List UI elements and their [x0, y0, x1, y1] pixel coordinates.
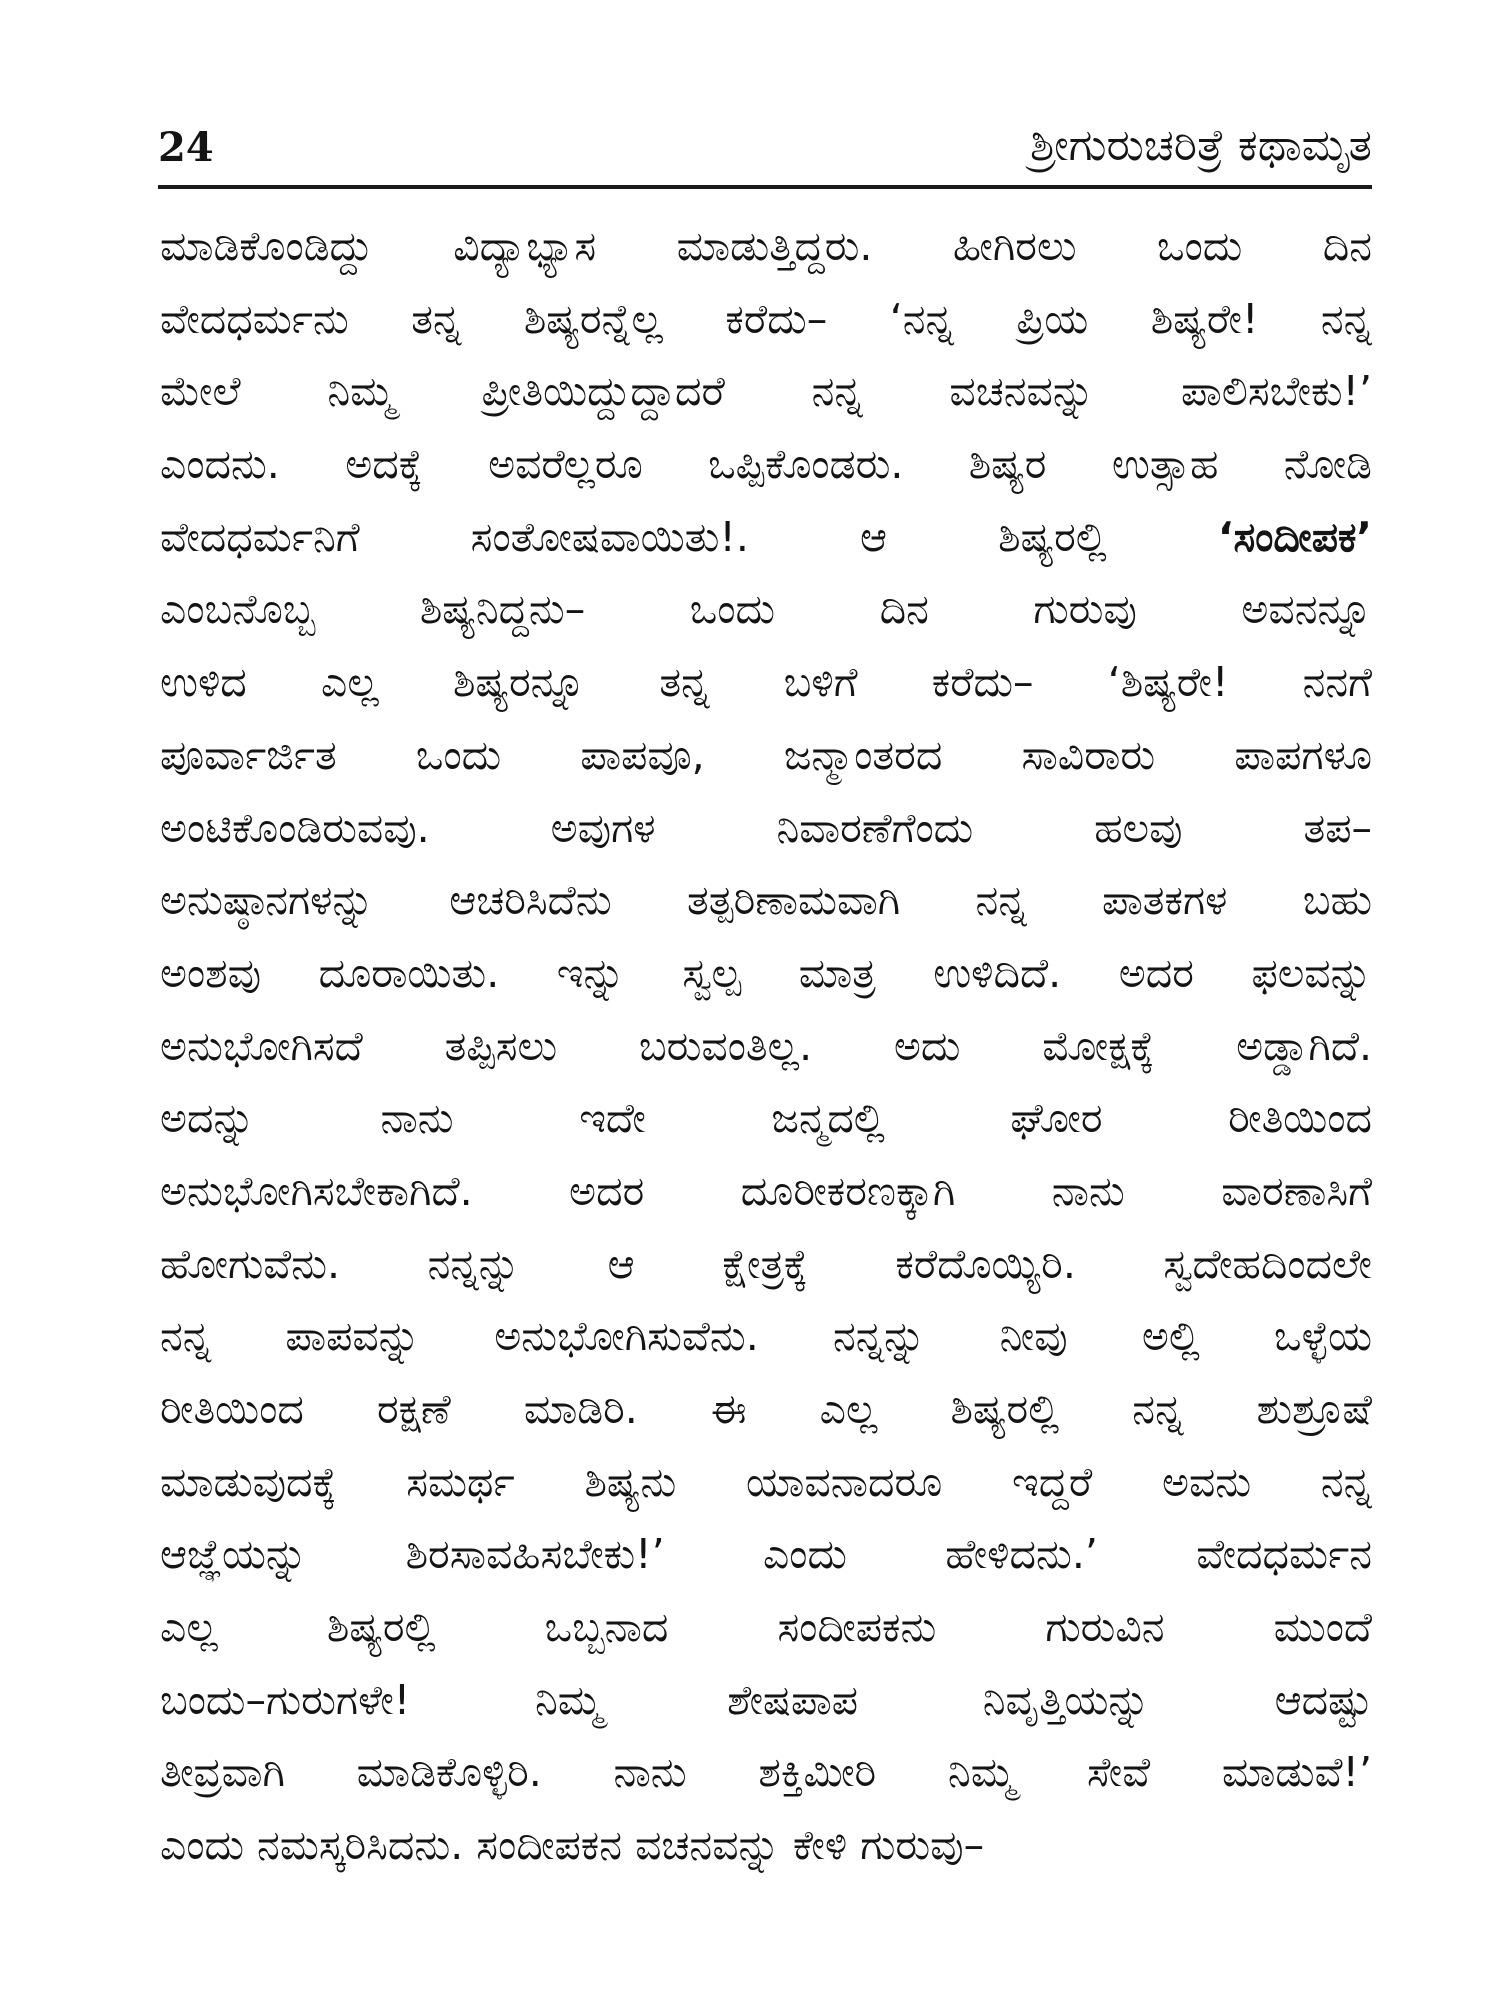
text-line-6: ಎಂಬನೊಬ್ಬ ಶಿಷ್ಯನಿದ್ದನು– ಒಂದು ದಿನ ಗುರುವು ಅವನನ್ನೂ: [160, 585, 1372, 634]
text-line-9: ಅಂಟಿಕೊಂಡಿರುವವು. ಅವುಗಳ ನಿವಾರಣೆಗೆಂದು ಹಲವು ತಪ–: [160, 803, 1372, 852]
text-line-16: ನನ್ನ ಪಾಪವನ್ನು ಅನುಭೋಗಿಸುವೆನು. ನನ್ನನ್ನು ನೀವು ಅಲ್ಲಿ ಒಳ್ಳೆಯ: [160, 1312, 1372, 1361]
text-line-4: ಎಂದನು. ಅದಕ್ಕೆ ಅವರೆಲ್ಲರೂ ಒಪ್ಪಿಕೊಂಡರು. ಶಿಷ್ಯರ ಉತ್ಸಾಹ ನೋಡಿ: [160, 440, 1372, 489]
text-line-22: ತೀವ್ರವಾಗಿ ಮಾಡಿಕೊಳ್ಳಿರಿ. ನಾನು ಶಕ್ತಿಮೀರಿ ನಿಮ್ಮ ಸೇವೆ ಮಾಡುವೆ!’: [160, 1748, 1372, 1797]
header-rule: [158, 185, 1372, 189]
text-line-17: ರೀತಿಯಿಂದ ರಕ್ಷಣೆ ಮಾಡಿರಿ. ಈ ಎಲ್ಲ ಶಿಷ್ಯರಲ್ಲಿ ನನ್ನ ಶುಶ್ರೂಷೆ: [160, 1385, 1372, 1433]
text-line-1: ಮಾಡಿಕೊಂಡಿದ್ದು ವಿದ್ಯಾಭ್ಯಾಸ ಮಾಡುತ್ತಿದ್ದರು. ಹೀಗಿರಲು ಒಂದು ದಿನ: [160, 222, 1372, 270]
page-number: 24: [158, 124, 214, 171]
text-line-10: ಅನುಷ್ಠಾನಗಳನ್ನು ಆಚರಿಸಿದೆನು ತತ್ಪರಿಣಾಮವಾಗಿ ನನ್ನ ಪಾತಕಗಳ ಬಹು: [160, 876, 1372, 925]
text-line-19: ಆಜ್ಞೆಯನ್ನು ಶಿರಸಾವಹಿಸಬೇಕು!’ ಎಂದು ಹೇಳಿದನು.’ ವೇದಧರ್ಮನ: [160, 1530, 1372, 1579]
text-line-3: ಮೇಲೆ ನಿಮ್ಮ ಪ್ರೀತಿಯಿದ್ದುದ್ದಾದರೆ ನನ್ನ ವಚನವನ್ನು ಪಾಲಿಸಬೇಕು!’: [160, 367, 1372, 416]
text-line-15: ಹೋಗುವೆನು. ನನ್ನನ್ನು ಆ ಕ್ಷೇತ್ರಕ್ಕೆ ಕರೆದೊಯ್ಯಿರಿ. ಸ್ವದೇಹದಿಂದಲೇ: [160, 1239, 1372, 1288]
text-line-7: ಉಳಿದ ಎಲ್ಲ ಶಿಷ್ಯರನ್ನೂ ತನ್ನ ಬಳಿಗೆ ಕರೆದು– ‘ಶಿಷ್ಯರೇ! ನನಗೆ: [160, 658, 1372, 707]
body-text: [160, 210, 1372, 1882]
text-line-21: ಬಂದು–ಗುರುಗಳೇ! ನಿಮ್ಮ ಶೇಷಪಾಪ ನಿವೃತ್ತಿಯನ್ನು ಆದಷ್ಟು: [160, 1675, 1372, 1724]
text-line-2: ವೇದಧರ್ಮನು ತನ್ನ ಶಿಷ್ಯರನ್ನೆಲ್ಲ ಕರೆದು– ‘ನನ್ನ ಪ್ರಿಯ ಶಿಷ್ಯರೇ! ನನ್ನ: [160, 294, 1372, 343]
text-line-13: ಅದನ್ನು ನಾನು ಇದೇ ಜನ್ಮದಲ್ಲಿ ಘೋರ ರೀತಿಯಿಂದ: [160, 1094, 1372, 1143]
text-line-23: ಎಂದು ನಮಸ್ಕರಿಸಿದನು. ಸಂದೀಪಕನ ವಚನವನ್ನು ಕೇಳಿ ಗುರುವು–: [160, 1821, 985, 1870]
text-line-20: ಎಲ್ಲ ಶಿಷ್ಯರಲ್ಲಿ ಒಬ್ಬನಾದ ಸಂದೀಪಕನು ಗುರುವಿನ ಮುಂದೆ: [160, 1603, 1372, 1652]
text-line-5: [160, 501, 1372, 574]
running-title: ಶ್ರೀಗುರುಚರಿತ್ರೆ ಕಥಾಮೃತ: [1029, 120, 1372, 171]
text-line-5-start: ವೇದಧರ್ಮನಿಗೆ ಸಂತೋಷವಾಯಿತು!. ಆ ಶಿಷ್ಯರಲ್ಲಿ: [160, 512, 1107, 561]
text-line-8: ಪೂರ್ವಾರ್ಜಿತ ಒಂದು ಪಾಪವೂ, ಜನ್ಮಾಂತರದ ಸಾವಿರಾರು ಪಾಪಗಳೂ: [160, 730, 1372, 779]
page-header: [158, 92, 1372, 171]
text-line-12: ಅನುಭೋಗಿಸದೆ ತಪ್ಪಿಸಲು ಬರುವಂತಿಲ್ಲ. ಅದು ಮೋಕ್ಷಕ್ಕೆ ಅಡ್ಡಾಗಿದೆ.: [160, 1021, 1372, 1070]
text-line-18: ಮಾಡುವುದಕ್ಕೆ ಸಮರ್ಥ ಶಿಷ್ಯನು ಯಾವನಾದರೂ ಇದ್ದರೆ ಅವನು ನನ್ನ: [160, 1457, 1372, 1506]
text-line-11: ಅಂಶವು ದೂರಾಯಿತು. ಇನ್ನು ಸ್ವಲ್ಪ ಮಾತ್ರ ಉಳಿದಿದೆ. ಅದರ ಫಲವನ್ನು: [160, 948, 1372, 997]
emphasized-name: ‘ಸಂದೀಪಕ’: [1217, 512, 1372, 561]
text-line-14: ಅನುಭೋಗಿಸಬೇಕಾಗಿದೆ. ಅದರ ದೂರೀಕರಣಕ್ಕಾಗಿ ನಾನು ವಾರಣಾಸಿಗೆ: [160, 1166, 1372, 1215]
